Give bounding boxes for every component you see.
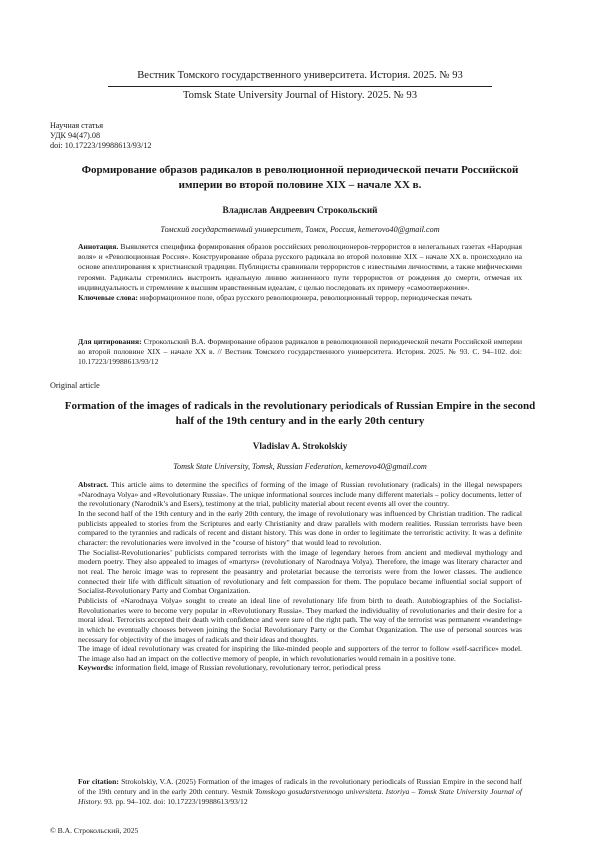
abstract-p3: The Socialist-Revolutionaries’ publicists compared terrorists with the image of legendary heroes from ancient and medieval mythology and modern poetry. They also appealed to images of «martyrs» (revolutionary of Narodnaya Volya). Therefore, the image was literary character and not real. The heroic image was to represent the peasantry and proletariat because the terrorists were from the lower classes. The audience connected their life with difficult situation of revolutionary and felt compassion for them. The populace became influential social support of Socialist-Revolutionary Party and Combat Organization. <box>78 547 522 596</box>
abstract-ru <box>78 242 522 303</box>
citation-ru <box>78 337 522 368</box>
keywords-label-ru: Ключевые слова: <box>78 293 138 303</box>
author-name-en: Vladislav A. Strokolskiy <box>252 441 348 451</box>
abstract-label-ru: Аннотация. <box>78 242 119 251</box>
abstract-label-en: Abstract. <box>78 480 109 489</box>
citation-text-en-1: Strokolskiy, V.A. (2025) Formation of the images of radicals in the revolutionary periodicals of Russian Empire in the second half of the 19th century and in the early 20th century. <box>78 777 522 797</box>
citation-journal-en: Vestnik Tomskogo gosudarstvennogo universiteta. Istoriya – Tomsk State University Journal of History. <box>78 787 522 807</box>
article-title-ru: Формирование образов радикалов в революционной периодической печати Российской империи во второй половине XIX – начале XX в. <box>81 164 519 191</box>
abstract-p4: Publicists of «Narodnaya Volya» sought to create an ideal line of revolutionary life from birth to death. Autobiographies of the Socialist-Revolutionaries were to become very popular in «Revolutionary Russia». They marked the individuality of revolutionaries and their desire for a moral ideal. Terrorists accepted their death with confidence and were sure of the right path. The way of the terrorist was permanent «wandering» in which he eventually chooses between joining the Social Revolutionary Party or the Combat Organization. The use of personal sources was necessary for objectivity of the images of radicals and their ideas and thoughts. <box>78 595 522 644</box>
abstract-en <box>78 480 522 673</box>
header-divider <box>108 86 492 87</box>
citation-en <box>78 777 522 808</box>
doi-text: doi: 10.17223/19988613/93/12 <box>50 141 152 150</box>
journal-title-ru: Вестник Томского государственного университета. История. 2025. № 93 <box>137 70 463 81</box>
article-type-ru: Научная статья <box>50 121 103 130</box>
abstract-text-ru: Выявляется специфика формирования образов российских революционеров-террористов в нелегальных газетах «Народная воля» и «Революционная Россия». Конструирование образа русского радикала во второй половине XIX – начале XX в. происходило на основе апеллирования к христианской традиции. Публицисты сравнивали террористов с известными личностями, а также мифическими героями. Радикалы стремились выстроить идеальную линию жизненного пути террористов от рождения до смерти, отмечая их индивидуальность и стремление к высшим нравственным идеалам, с целью последовать их примеру «самоотвержения». <box>78 242 522 292</box>
journal-title-en: Tomsk State University Journal of History. 2025. № 93 <box>182 90 418 101</box>
abstract-p5: The image of ideal revolutionary was created for inspiring the like-minded people and supporters of the terror to follow «self-sacrifice» model. The image also had an impact on the collective memory of people, in which revolutionaries would remain in a positive tone. <box>78 644 522 663</box>
citation-text-ru: Строкольский В.А. Формирование образов радикалов в революционной периодической печати Российской империи во второй половине XIX – начале XX в. // Вестник Томского государственного университета. История. 2025. № 93. С. 94–102. doi: 10.17223/19988613/93/12 <box>78 337 523 367</box>
citation-label-en: For citation: <box>78 777 119 786</box>
article-meta <box>50 121 151 151</box>
author-name-ru: Владислав Андреевич Строкольский <box>222 205 378 215</box>
article-title-en: Formation of the images of radicals in the revolutionary periodicals of Russian Empire in the second half of the 19th century and in the early 20th century <box>64 400 536 427</box>
affiliation-ru: Томский государственный университет, Томск, Россия, kemerovo40@gmail.com <box>160 225 440 234</box>
udk-code: УДК 94(47).08 <box>50 131 101 140</box>
abstract-p2: In the second half of the 19th century and in the early 20th century, the image of revolutionary was influenced by Christian tradition. The radical publicists appealed to stories from the Scriptures and early Christianity and draw parallels with modern realities. Russian terrorists have been compared to the tyrannies and radicals of recent and distant history. This was done in order to legitimate the terroristic activity. It was a definite character: the revolutionaries were involved in the "course of history" that would lead to revolution. <box>78 508 522 547</box>
citation-text-en-2: 93. pp. 94–102. doi: 10.17223/19988613/93/12 <box>104 797 248 807</box>
citation-label-ru: Для цитирования: <box>78 337 142 346</box>
keywords-en <box>78 663 522 673</box>
affiliation-en: Tomsk State University, Tomsk, Russian Federation, kemerovo40@gmail.com <box>173 462 427 471</box>
article-type-en: Original article <box>50 381 100 390</box>
keywords-label-en: Keywords: <box>78 663 114 673</box>
keywords-text-en: information field, image of Russian revolutionary, revolutionary terror, periodical press <box>115 663 381 673</box>
abstract-p1: This article aims to determine the specifics of forming of the image of Russian revolutionary (radicals) in the illegal newspapers «Narodnaya Volya» and «Revolutionary Russia». The unique informational sources include many different materials – policy documents, letter of the revolutionary (Narodnik’s and Esers), testimony at the trial, publicity material about recent events all over the country. <box>78 480 523 509</box>
copyright-notice: © В.А. Строкольский, 2025 <box>50 826 139 835</box>
keywords-text-ru: информационное поле, образ русского революционера, революционный террор, периодическая печать <box>139 293 472 303</box>
abstract-paragraph <box>78 480 522 509</box>
